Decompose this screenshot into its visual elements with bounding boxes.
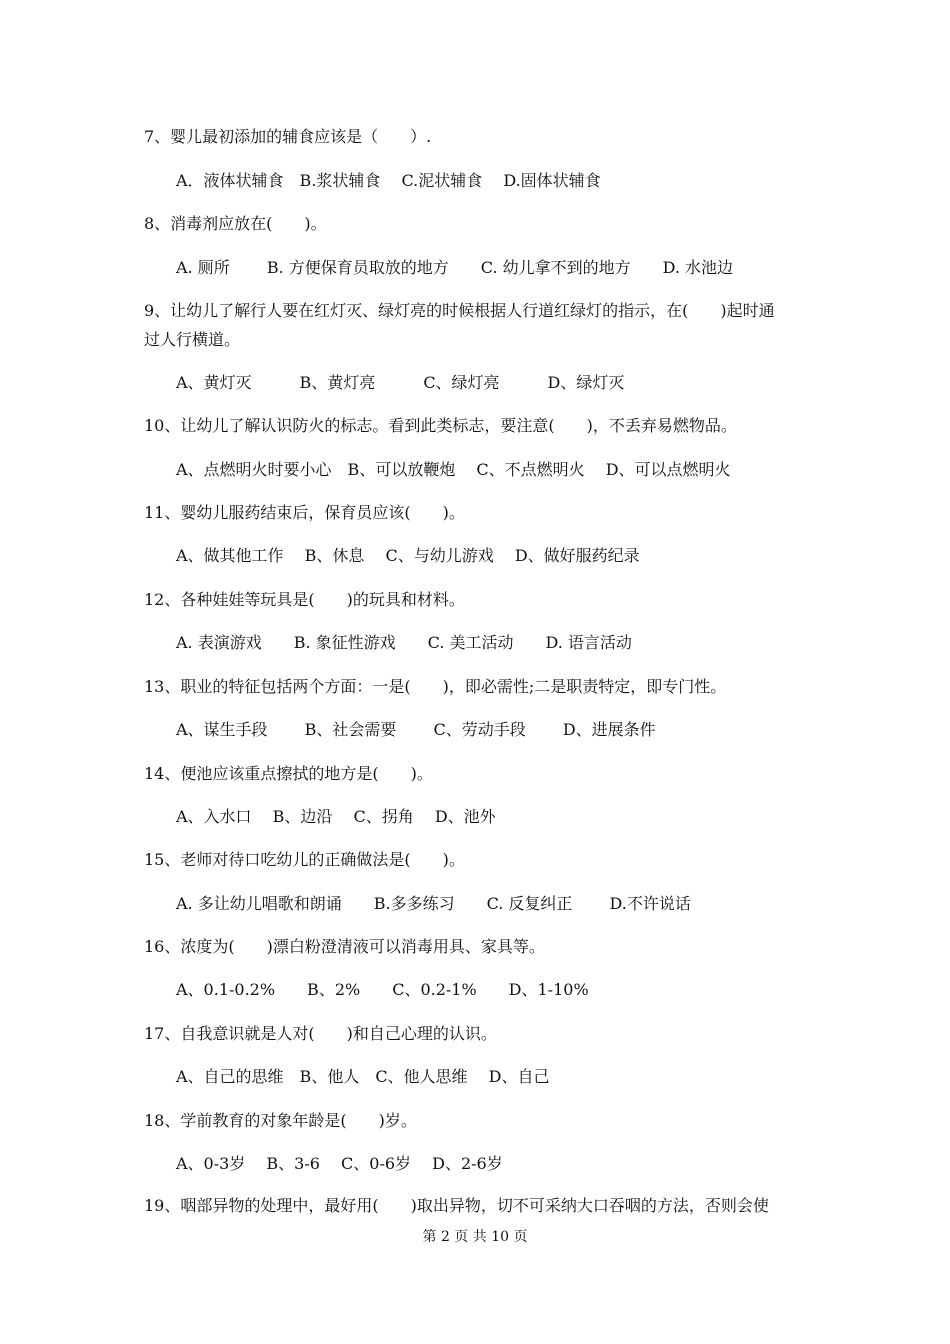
question-options: A、0-3岁 B、3-6 C、0-6岁 D、2-6岁 bbox=[176, 1154, 503, 1173]
question-stem: 7、婴儿最初添加的辅食应该是（ ）. bbox=[144, 127, 432, 146]
question-options: A. 厕所 B. 方便保育员取放的地方 C. 幼儿拿不到的地方 D. 水池边 bbox=[176, 258, 734, 277]
question-stem-continuation: 过人行横道。 bbox=[144, 330, 241, 349]
question-stem: 10、让幼儿了解认识防火的标志。看到此类标志，要注意( )，不丢弃易燃物品。 bbox=[144, 416, 737, 435]
question-options: A．液体状辅食 B.浆状辅食 C.泥状辅食 D.固体状辅食 bbox=[176, 171, 601, 190]
question-options: A、做其他工作 B、休息 C、与幼儿游戏 D、做好服药纪录 bbox=[176, 546, 640, 565]
question-stem: 11、婴幼儿服药结束后，保育员应该( )。 bbox=[144, 503, 465, 522]
question-options: A、自己的思维 B、他人 C、他人思维 D、自己 bbox=[176, 1067, 550, 1086]
question-stem: 18、学前教育的对象年龄是( )岁。 bbox=[144, 1111, 417, 1130]
question-stem: 12、各种娃娃等玩具是( )的玩具和材料。 bbox=[144, 590, 465, 609]
page-number-footer: 第 2 页 共 10 页 bbox=[422, 1229, 528, 1245]
question-stem: 14、便池应该重点擦拭的地方是( )。 bbox=[144, 764, 433, 783]
question-options: A、黄灯灭 B、黄灯亮 C、绿灯亮 D、绿灯灭 bbox=[176, 373, 625, 392]
question-stem: 13、职业的特征包括两个方面：一是( )，即必需性;二是职责特定，即专门性。 bbox=[144, 677, 727, 696]
question-stem: 16、浓度为( )漂白粉澄清液可以消毒用具、家具等。 bbox=[144, 937, 545, 956]
question-options: A、点燃明火时要小心 B、可以放鞭炮 C、不点燃明火 D、可以点燃明火 bbox=[176, 460, 731, 479]
question-options: A、谋生手段 B、社会需要 C、劳动手段 D、进展条件 bbox=[176, 720, 656, 739]
question-stem: 8、消毒剂应放在( )。 bbox=[144, 214, 327, 233]
question-options: A、0.1-0.2% B、2% C、0.2-1% D、1-10% bbox=[176, 980, 589, 999]
question-options: A、入水口 B、边沿 C、拐角 D、池外 bbox=[176, 807, 496, 826]
question-stem: 17、自我意识就是人对( )和自己心理的认识。 bbox=[144, 1024, 497, 1043]
question-stem: 15、老师对待口吃幼儿的正确做法是( )。 bbox=[144, 850, 465, 869]
question-options: A. 多让幼儿唱歌和朗诵 B.多多练习 C. 反复纠正 D.不许说话 bbox=[176, 894, 691, 913]
question-options: A. 表演游戏 B. 象征性游戏 C. 美工活动 D. 语言活动 bbox=[176, 633, 632, 652]
question-stem: 19、咽部异物的处理中，最好用( )取出异物，切不可采纳大口吞咽的方法，否则会使 bbox=[144, 1196, 769, 1215]
question-stem: 9、让幼儿了解行人要在红灯灭、绿灯亮的时候根据人行道红绿灯的指示，在( )起时通 bbox=[144, 301, 775, 320]
